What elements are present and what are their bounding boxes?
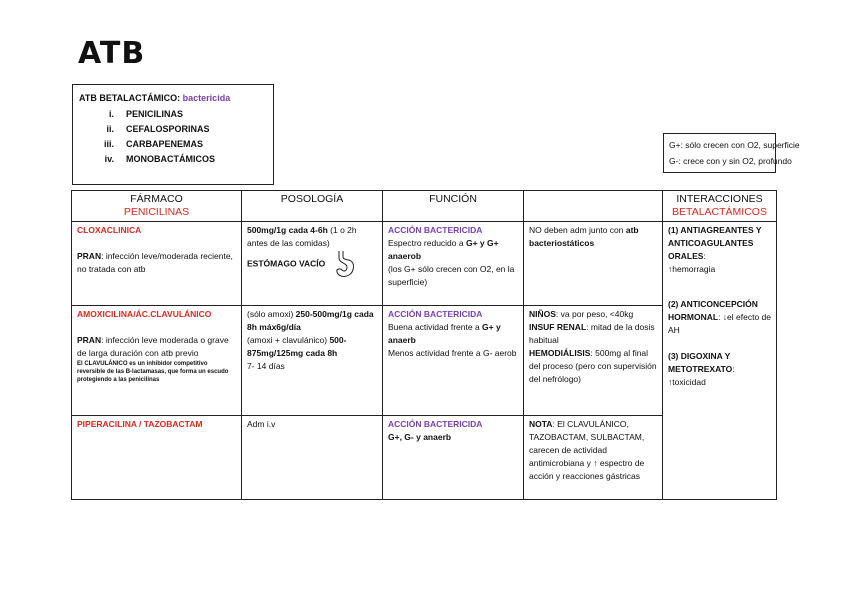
penicilinas-table	[71, 190, 777, 500]
cell-posologia: Adm i.v	[242, 416, 383, 500]
cell-interacciones: (1) ANTIAGREANTES Y ANTICOAGULANTES ORALES: ↑hemorragia (2) ANTICONCEPCIÓN HORMONAL: ↓el efecto de AH (3) DIGOXINA Y METOTREXATO: ↑toxicidad	[663, 222, 777, 500]
cell-funcion: ACCIÓN BACTERICIDA Buena actividad frente a G+ y anaerb Menos actividad frente a G- aerob	[383, 306, 524, 416]
cell-nota: NIÑOS: va por peso, <40kg INSUF RENAL: mitad de la dosis habitual HEMODIÁLISIS: 500mg al final del proceso (pero con supervisión del nefrólogo)	[524, 306, 663, 416]
cell-nota: NO deben adm junto con atb bacteriostáticos	[524, 222, 663, 306]
header-blank	[524, 191, 663, 222]
cell-farmaco: CLOXACLINICA PRAN: infección leve/moderada reciente, no tratada con atb	[72, 222, 242, 306]
cell-funcion: ACCIÓN BACTERICIDA Espectro reducido a G+ y G+ anaerob (los G+ sólo crecen con O2, en la superficie)	[383, 222, 524, 306]
header-posologia: POSOLOGÍA	[242, 191, 383, 222]
cell-farmaco: PIPERACILINA / TAZOBACTAM	[72, 416, 242, 500]
gram-negative-note: G-: crece con y sin O2, profundo	[669, 156, 792, 166]
betalactamicos-list	[79, 107, 267, 167]
clavulanico-note: El CLAVULÁNICO es un inhibidor competitivo reversible de las B-lactamasas, que forma un escudo protegiendo a las penicilinas	[77, 361, 229, 383]
list-item: iv. MONOBACTÁMICOS	[104, 154, 215, 164]
header-interacciones: INTERACCIONES BETALACTÁMICOS	[663, 191, 777, 222]
list-item: iii. CARBAPENEMAS	[103, 139, 204, 149]
stomach-icon	[334, 250, 356, 278]
betalactamicos-box	[72, 84, 274, 185]
gram-positive-note: G+: sólo crecen con O2, superficie	[669, 140, 800, 150]
cell-nota: NOTA: El CLAVULÁNICO, TAZOBACTAM, SULBACTAM, carecen de actividad antimicrobiana y ↑ espectro de acción y reacciones gástricas	[524, 416, 663, 500]
heading-type: bactericida	[182, 93, 231, 103]
cell-posologia: (sólo amoxi) 250-500mg/1g cada 8h máx6g/día (amoxi + clavulánico) 500-875mg/125mg cada 8h 7- 14 días	[242, 306, 383, 416]
header-funcion: FUNCIÓN	[383, 191, 524, 222]
list-item: i. PENICILINAS	[108, 109, 184, 119]
cell-farmaco: AMOXICILINA/ÁC.CLAVULÁNICO PRAN: infección leve moderada o grave de larga duración con atb previo El CLAVULÁNICO es un inhibidor competitivo reversible de las B-lactamasas, que forma un escudo protegiendo a las penicilinas	[72, 306, 242, 416]
table-header-row	[72, 191, 777, 222]
cell-posologia: 500mg/1g cada 4-6h (1 o 2h antes de las comidas) ESTÓMAGO VACÍO	[242, 222, 383, 306]
betalactamicos-heading	[79, 91, 267, 106]
table-row	[72, 222, 777, 306]
heading-label: ATB BETALACTÁMICO:	[79, 93, 181, 103]
header-farmaco: FÁRMACO PENICILINAS	[72, 191, 242, 222]
list-item: ii. CEFALOSPORINAS	[106, 124, 210, 134]
gram-info-box	[663, 133, 800, 173]
cell-funcion: ACCIÓN BACTERICIDA G+, G- y anaerb	[383, 416, 524, 500]
page-title: ATB	[78, 36, 146, 71]
